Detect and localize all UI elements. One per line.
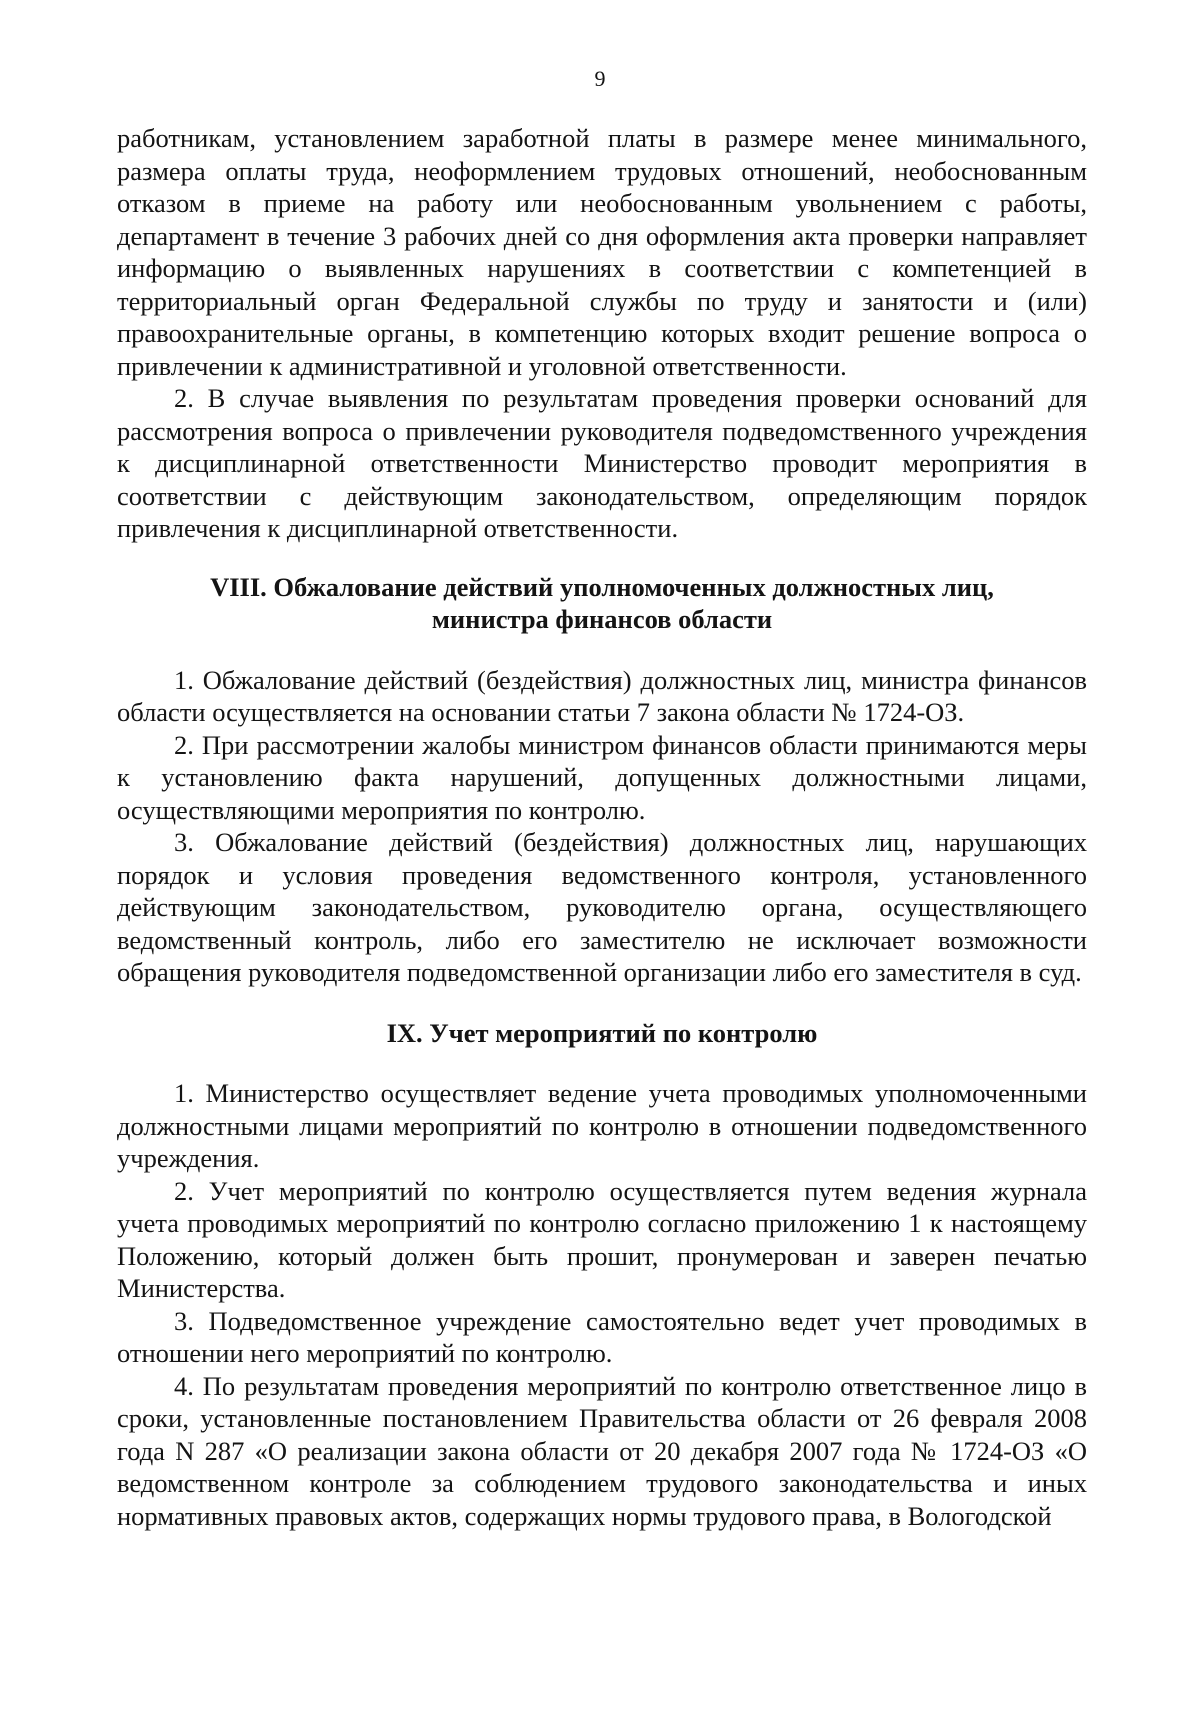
section-viii-paragraph-2: 2. При рассмотрении жалобы министром финансов области принимаются меры к установлению факта нарушений, допущенных должностными лицами, осуществляющими мероприятия по контролю. xyxy=(117,729,1087,825)
section-heading-viii-line-1: VIII. Обжалование действий уполномоченных должностных лиц, xyxy=(210,571,994,602)
section-viii-paragraph-1: 1. Обжалование действий (бездействия) должностных лиц, министра финансов области осуществляется на основании статьи 7 закона области № 1724-ОЗ. xyxy=(117,664,1087,727)
document-body xyxy=(117,122,1087,1532)
section-viii-paragraph-3: 3. Обжалование действий (бездействия) должностных лиц, нарушающих порядок и условия проведения ведомственного контроля, установленного действующим законодательством, руководителю органа, осуществляющего ведомственный контроль, либо его заместителю не исключает возможности обращения руководителя подведомственной организации либо его заместителя в суд. xyxy=(117,827,1087,987)
section-heading-ix: IX. Учет мероприятий по контролю xyxy=(386,1017,818,1048)
section-ix-paragraph-4: 4. По результатам проведения мероприятий по контролю ответственное лицо в сроки, установленные постановлением Правительства области от 26 февраля 2008 года N 287 «О реализации закона области от 20 декабря 2007 года № 1724-ОЗ «О ведомственном контроле за соблюдением трудового законодательства и иных нормативных правовых актов, содержащих нормы трудового права, в Вологодской xyxy=(117,1370,1087,1531)
section-ix-paragraph-2: 2. Учет мероприятий по контролю осуществляется путем ведения журнала учета проводимых мероприятий по контролю согласно приложению 1 к настоящему Положению, который должен быть прошит, пронумерован и заверен печатью Министерства. xyxy=(117,1175,1087,1303)
section-heading-viii-line-2: министра финансов области xyxy=(431,604,773,634)
paragraph-continuation: работникам, установлением заработной платы в размере менее минимального, размера оплаты труда, неоформлением трудовых отношений, необоснованным отказом в приеме на работу или необоснованным увольнением с работы, департамент в течение 3 рабочих дней со дня оформления акта проверки направляет информацию о выявленных нарушениях в соответствии с компетенцией в территориальный орган Федеральной службы по труду и занятости и (или) правоохранительные органы, в компетенцию которых входит решение вопроса о привлечении к административной и уголовной ответственности. xyxy=(117,123,1087,381)
section-ix-paragraph-1: 1. Министерство осуществляет ведение учета проводимых уполномоченными должностными лицами мероприятий по контролю в отношении подведомственного учреждения. xyxy=(117,1078,1087,1173)
page-number: 9 xyxy=(594,66,606,91)
paragraph-item-2: 2. В случае выявления по результатам проведения проверки оснований для рассмотрения вопроса о привлечении руководителя подведомственного учреждения к дисциплинарной ответственности Министерство проводит мероприятия в соответствии с действующим законодательством, определяющим порядок привлечения к дисциплинарной ответственности. xyxy=(117,383,1087,543)
section-heading-viii xyxy=(117,571,1087,636)
section-ix-paragraph-3: 3. Подведомственное учреждение самостоятельно ведет учет проводимых в отношении него мероприятий по контролю. xyxy=(117,1305,1087,1368)
